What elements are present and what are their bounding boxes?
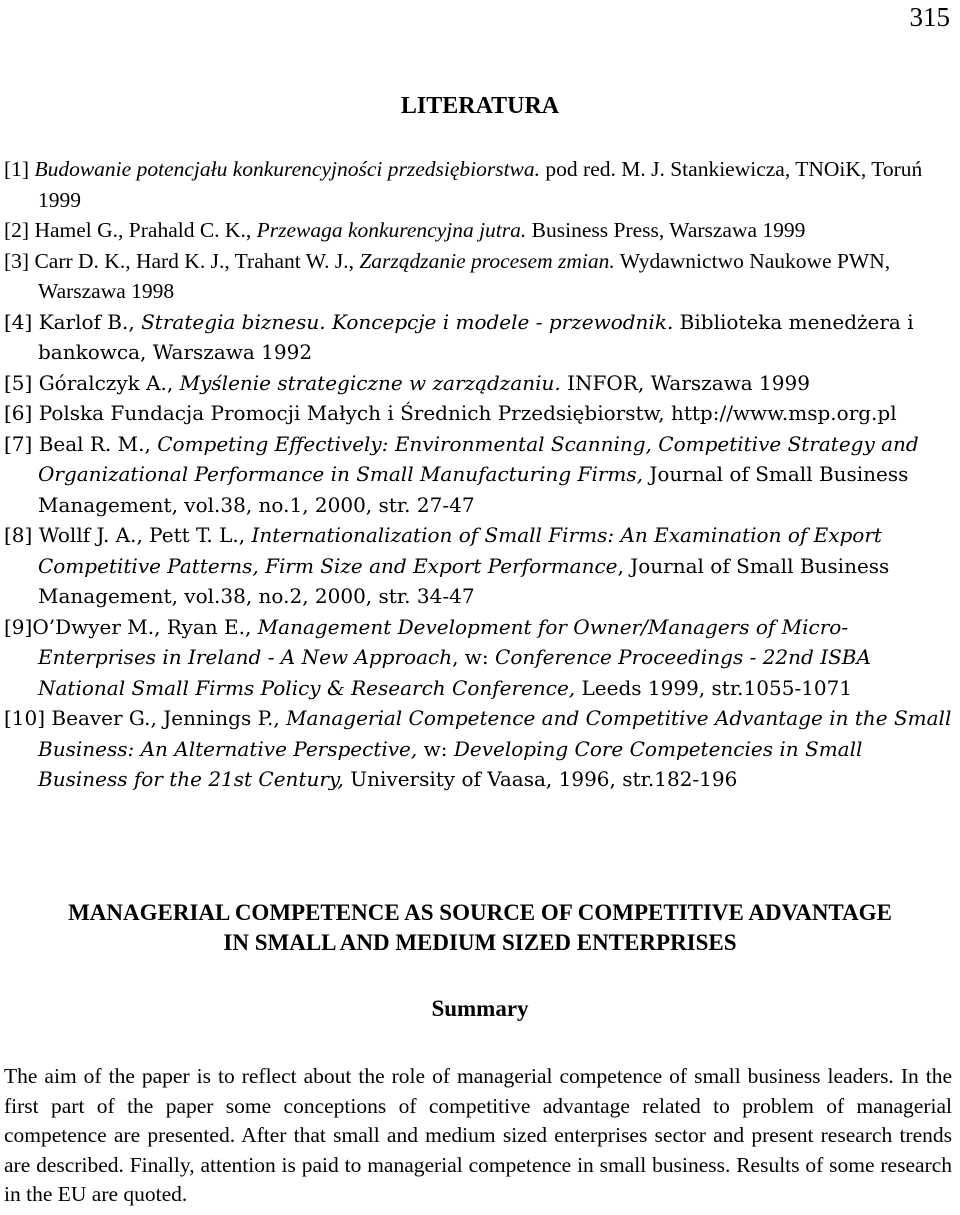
reference-publisher: w: — [417, 736, 454, 761]
reference-list — [4, 154, 954, 795]
reference-item — [4, 246, 954, 307]
reference-title: Przewaga konkurencyjna jutra. — [256, 218, 527, 242]
reference-item — [4, 154, 954, 215]
reference-publisher: Biblioteka menedżera i bankowca, Warszawa 1992 — [38, 309, 914, 364]
english-title-line: MANAGERIAL COMPETENCE AS SOURCE OF COMPETITIVE ADVANTAGE — [68, 900, 892, 925]
reference-title: Competing Effectively: Environmental Scanning, Competitive Strategy and Organizational Performance in Small Manufacturing Firms, — [38, 431, 919, 486]
reference-title: Budowanie potencjału konkurencyjności przedsiębiorstwa. — [34, 157, 541, 181]
reference-publisher: Wydawnictwo Naukowe PWN, Warszawa 1998 — [38, 248, 891, 303]
reference-item — [4, 215, 954, 246]
reference-title: Myślenie strategiczne w zarządzaniu. — [179, 370, 561, 395]
page-number: 315 — [909, 2, 950, 32]
reference-author: [4] Karlof B., — [4, 309, 142, 334]
reference-publisher: pod red. M. J. Stankiewicza, TNOiK, Toruń 1999 — [38, 157, 923, 212]
reference-item — [4, 703, 954, 795]
reference-item — [4, 429, 954, 521]
reference-publisher: University of Vaasa, 1996, str.182-196 — [343, 767, 738, 791]
reference-author: [9]O’Dwyer M., Ryan E., — [4, 614, 258, 639]
reference-publisher: Journal of Small Business Management, vol.38, no.1, 2000, str. 27-47 — [38, 462, 909, 517]
summary-paragraph: The aim of the paper is to reflect about the role of managerial competence of small business leaders. In the first part of the paper some conceptions of competitive advantage related to problem of managerial competence are presented. After that small and medium sized enterprises sector and present research trends are described. Finally, attention is paid to managerial competence in small business. Results of some research in the EU are quoted. — [4, 1064, 952, 1206]
literature-heading: LITERATURA — [400, 93, 560, 119]
reference-title: Managerial Competence and Competitive Advantage in the Small Business: An Alternative Perspective, — [38, 706, 952, 761]
reference-author: [8] Wollf J. A., Pett T. L., — [4, 523, 252, 547]
reference-title: Strategia biznesu. Koncepcje i modele - przewodnik. — [141, 309, 674, 334]
summary-heading: Summary — [431, 996, 529, 1021]
reference-publisher: INFOR, Warszawa 1999 — [560, 370, 810, 395]
reference-author: [6] Polska Fundacja Promocji Małych i Średnich Przedsiębiorstw, http://www.msp.org.pl — [4, 401, 897, 425]
reference-item — [4, 398, 954, 429]
english-title-line: IN SMALL AND MEDIUM SIZED ENTERPRISES — [223, 930, 737, 955]
reference-author: [1] — [4, 157, 35, 181]
reference-item — [4, 307, 954, 368]
reference-item — [4, 612, 954, 704]
reference-author: [2] Hamel G., Prahald C. K., — [4, 218, 257, 242]
reference-author: [7] Beal R. M., — [4, 431, 158, 456]
reference-title: Developing Core Competencies in Small Business for the 21st Century, — [38, 736, 863, 791]
reference-publisher: , w: — [452, 645, 496, 669]
reference-author: [5] Góralczyk A., — [4, 370, 180, 395]
english-title — [0, 898, 960, 958]
reference-title: Conference Proceedings - 22nd ISBA National Small Firms Policy & Research Conference, — [38, 645, 871, 700]
reference-publisher: Business Press, Warszawa 1999 — [526, 218, 806, 242]
reference-publisher: , Journal of Small Business Management, vol.38, no.2, 2000, str. 34-47 — [38, 553, 890, 608]
reference-title: Internationalization of Small Firms: An Examination of Export Competitive Patterns, Firm Size and Export Performance — [38, 523, 882, 578]
reference-publisher: Leeds 1999, str.1055-1071 — [575, 675, 853, 700]
reference-item — [4, 368, 954, 399]
reference-title: Management Development for Owner/Managers of Micro-Enterprises in Ireland - A New Approach — [38, 614, 849, 669]
reference-title: Zarządzanie procesem zmian. — [359, 248, 615, 273]
reference-item — [4, 520, 954, 612]
reference-author: [10] Beaver G., Jennings P., — [4, 706, 287, 730]
reference-author: [3] Carr D. K., Hard K. J., Trahant W. J., — [4, 248, 360, 273]
